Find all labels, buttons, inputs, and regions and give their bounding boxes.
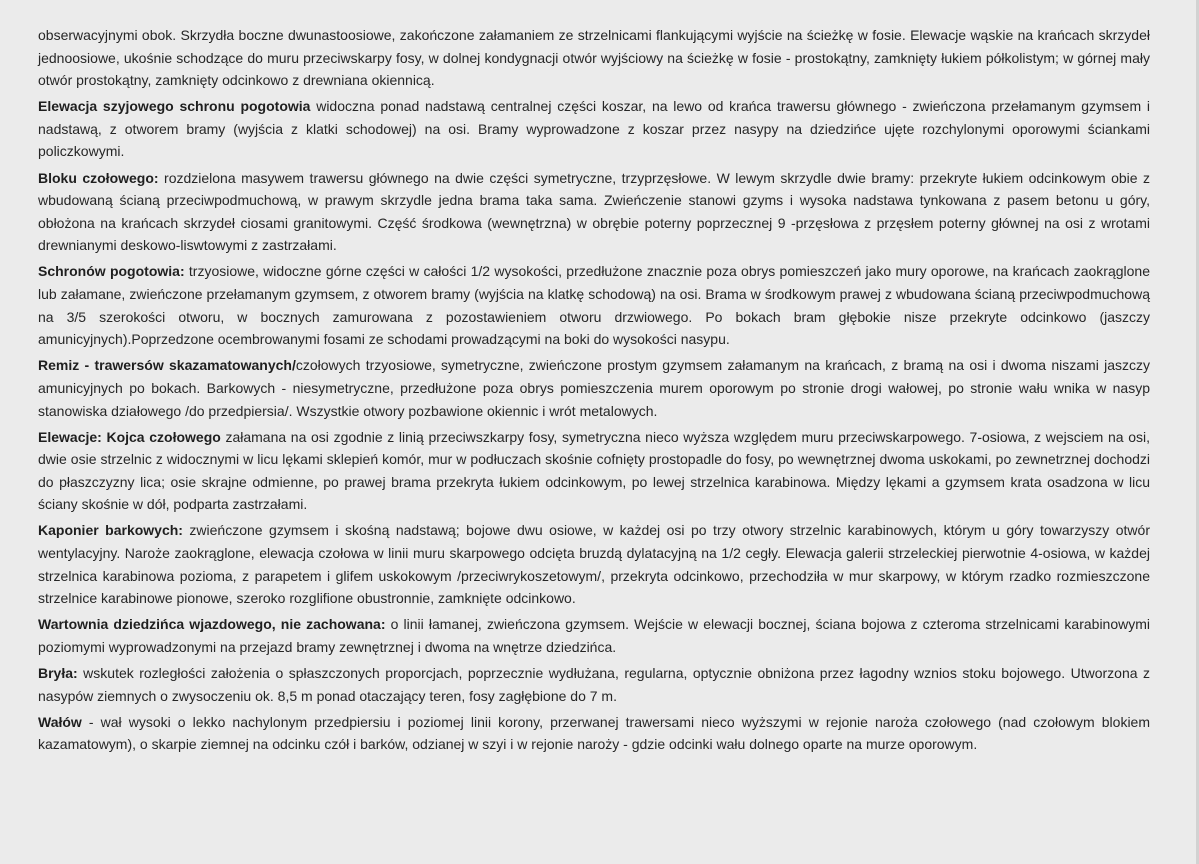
paragraph-remiz xyxy=(38,354,1150,422)
paragraph-heading: Bryła: xyxy=(38,665,78,682)
paragraph-walow xyxy=(38,711,1150,756)
paragraph-heading: Elewacje: Kojca czołowego xyxy=(38,428,221,445)
paragraph-continuation xyxy=(38,24,1150,92)
paragraph-body: załamana na osi zgodnie z linią przeciwszkarpy fosy, symetryczna nieco wyższa względem muru przeciwskarpowego. 7-osiowa, z wejsciem na osi, dwie osie strzelnic z widocznymi w licu lękami sklepień komór, mur w podłuczach skośnie cofnięty prostopadle do fosy, po wewnętrznej dwoma uskokami, po zewnetrznej dochodzi do płaszczyzny lica; osie skrajne odmienne, po prawej brama przekryta łukiem odcinkowym, po lewej strzelnica karabinowa. Między lękami a gzymsem krata osadzona w licu ściany skośnie w dół, podparta zastrzałami. xyxy=(38,428,1150,513)
paragraph-heading: Schronów pogotowia: xyxy=(38,263,185,280)
paragraph-heading: Remiz - trawersów skazamatowanych/ xyxy=(38,357,296,374)
paragraph-body: obserwacyjnymi obok. Skrzydła boczne dwunastoosiowe, zakończone załamaniem ze strzelnicami flankującymi wyjście na ścieżkę w fosie. Elewacje wąskie na krańcach skrzydeł jednoosiowe, ukośnie schodzące do muru przeciwskarpy fosy, w dolnej kondygnacji otwór wyjściowy na ścieżkę w fosie - prostokątny, zamknięty łukiem półkolistym; w górnej mały otwór prostokątny, zamknięty odcinkowo z drewniana okiennicą. xyxy=(38,27,1150,89)
paragraph-body: widoczna ponad nadstawą centralnej części koszar, na lewo od krańca trawersu głównego - zwieńczona przełamanym gzymsem i nadstawą, z otworem bramy (wyjścia z klatki schodowej) na osi. Bramy wyprowadzone z koszar przez nasypy na dziedzińce ujęte rozchylonymi oporowymi ściankami policzkowymi. xyxy=(38,98,1151,160)
paragraph-body: zwieńczone gzymsem i skośną nadstawą; bojowe dwu osiowe, w każdej osi po trzy otwory strzelnic karabinowych, którym u góry towarzyszy otwór wentylacyjny. Naroże zaokrąglone, elewacja czołowa w linii muru skarpowego odcięta bruzdą dylatacyjną na 1/2 cegły. Elewacja galerii strzeleckiej pierwotnie 4-osiowa, w każdej strzelnica karabinowa pozioma, z parapetem i glifem uskokowym /przeciwrykoszetowym/, przekryta odcinkowo, przechodziła w mur skarpowy, w którym rzadko rozmieszczone strzelnice karabinowe pionowe, szeroko rozglifione obustronnie, zamknięte odcinkowo. xyxy=(38,522,1150,607)
paragraph-heading: Wartownia dziedzińca wjazdowego, nie zachowana: xyxy=(38,616,386,633)
paragraph-bloku-czolowego xyxy=(38,167,1150,257)
paragraph-kaponier xyxy=(38,519,1150,609)
paragraph-elewacja-schronu xyxy=(38,95,1150,163)
paragraph-heading: Elewacja szyjowego schronu pogotowia xyxy=(38,98,311,115)
paragraph-body: czołowych trzyosiowe, symetryczne, zwieńczone prostym gzymsem załamanym na krańcach, z bramą na osi i dwoma niszami jaszczy amunicyjnych po bokach. Barkowych - niesymetryczne, przedłużone poza obrys pomieszczenia murem oporowym po stronie drogi wałowej, po stronie wału wnika w nasyp stanowiska działowego /do przedpiersia/. Wszystkie otwory pozbawione okiennic i wrót metalowych. xyxy=(38,357,1150,419)
paragraph-wartownia xyxy=(38,613,1150,658)
document-text xyxy=(38,24,1150,759)
paragraph-heading: Kaponier barkowych: xyxy=(38,522,183,539)
paragraph-body: - wał wysoki o lekko nachylonym przedpiersiu i poziomej linii korony, przerwanej trawersami nieco wyższymi w rejonie naroża czołowego (nad czołowym blokiem kazamatowym), o skarpie ziemnej na odcinku czół i barków, odzianej w szyi i w rejonie naroży - gdzie odcinki wału dolnego oparte na murze oporowym. xyxy=(38,713,1150,753)
paragraph-bryla xyxy=(38,662,1150,707)
paragraph-heading: Wałów xyxy=(38,713,82,730)
paragraph-body: rozdzielona masywem trawersu głównego na dwie części symetryczne, trzyprzęsłowe. W lewym skrzydle dwie bramy: przekryte łukiem odcinkowym obie z wbudowaną ścianą przeciwpodmuchową, w prawym skrzydle jedna brama taka sama. Zwieńczenie stanowi gzyms i wysoka nadstawa tynkowana z pasem betonu u góry, obłożona na krańcach skrzydeł ciosami granitowymi. Część środkowa (wewnętrzna) w obrębie poterny poprzecznej 9 -przęsłowa z przęsłem poterny głównej na osi z wrotami drewnianymi deskowo-liswtowymi z zastrzałami. xyxy=(38,169,1151,254)
paragraph-elewacje-kojca xyxy=(38,426,1150,516)
paragraph-schronow-pogotowia xyxy=(38,260,1150,350)
paragraph-body: trzyosiowe, widoczne górne części w całości 1/2 wysokości, przedłużone znacznie poza obrys pomieszczeń jako mury oporowe, na krańcach zaokrąglone lub załamane, zwieńczone przełamanym gzymsem, z otworem bramy (wyjścia na klatkę schodową) na osi. Brama w środkowym prawej z wbudowana ścianą przeciwpodmuchową na 3/5 szerokości otworu, w bocznych zamurowana z pozostawieniem otworu drzwiowego. Po bokach bram głębokie nisze przekryte odcinkowo (jaszczy amunicyjnych).Poprzedzone ocembrowanymi fosami ze schodami prowadzącymi na boki do wysokości nasypu. xyxy=(38,263,1150,348)
paragraph-body: wskutek rozległości założenia o spłaszczonych proporcjach, poprzecznie wydłużana, regularna, optycznie obniżona przez łagodny wznios stoku bojowego. Utworzona z nasypów ziemnych o zwysoczeniu ok. 8,5 m ponad otaczający teren, fosy zagłębione do 7 m. xyxy=(38,665,1150,704)
paragraph-body: o linii łamanej, zwieńczona gzymsem. Wejście w elewacji bocznej, ściana bojowa z czteroma strzelnicami karabinowymi poziomymi wyprowadzonymi na przejazd bramy zewnętrznej i dwoma na wnętrze dziedzińca. xyxy=(38,616,1151,655)
paragraph-heading: Bloku czołowego: xyxy=(38,169,159,186)
